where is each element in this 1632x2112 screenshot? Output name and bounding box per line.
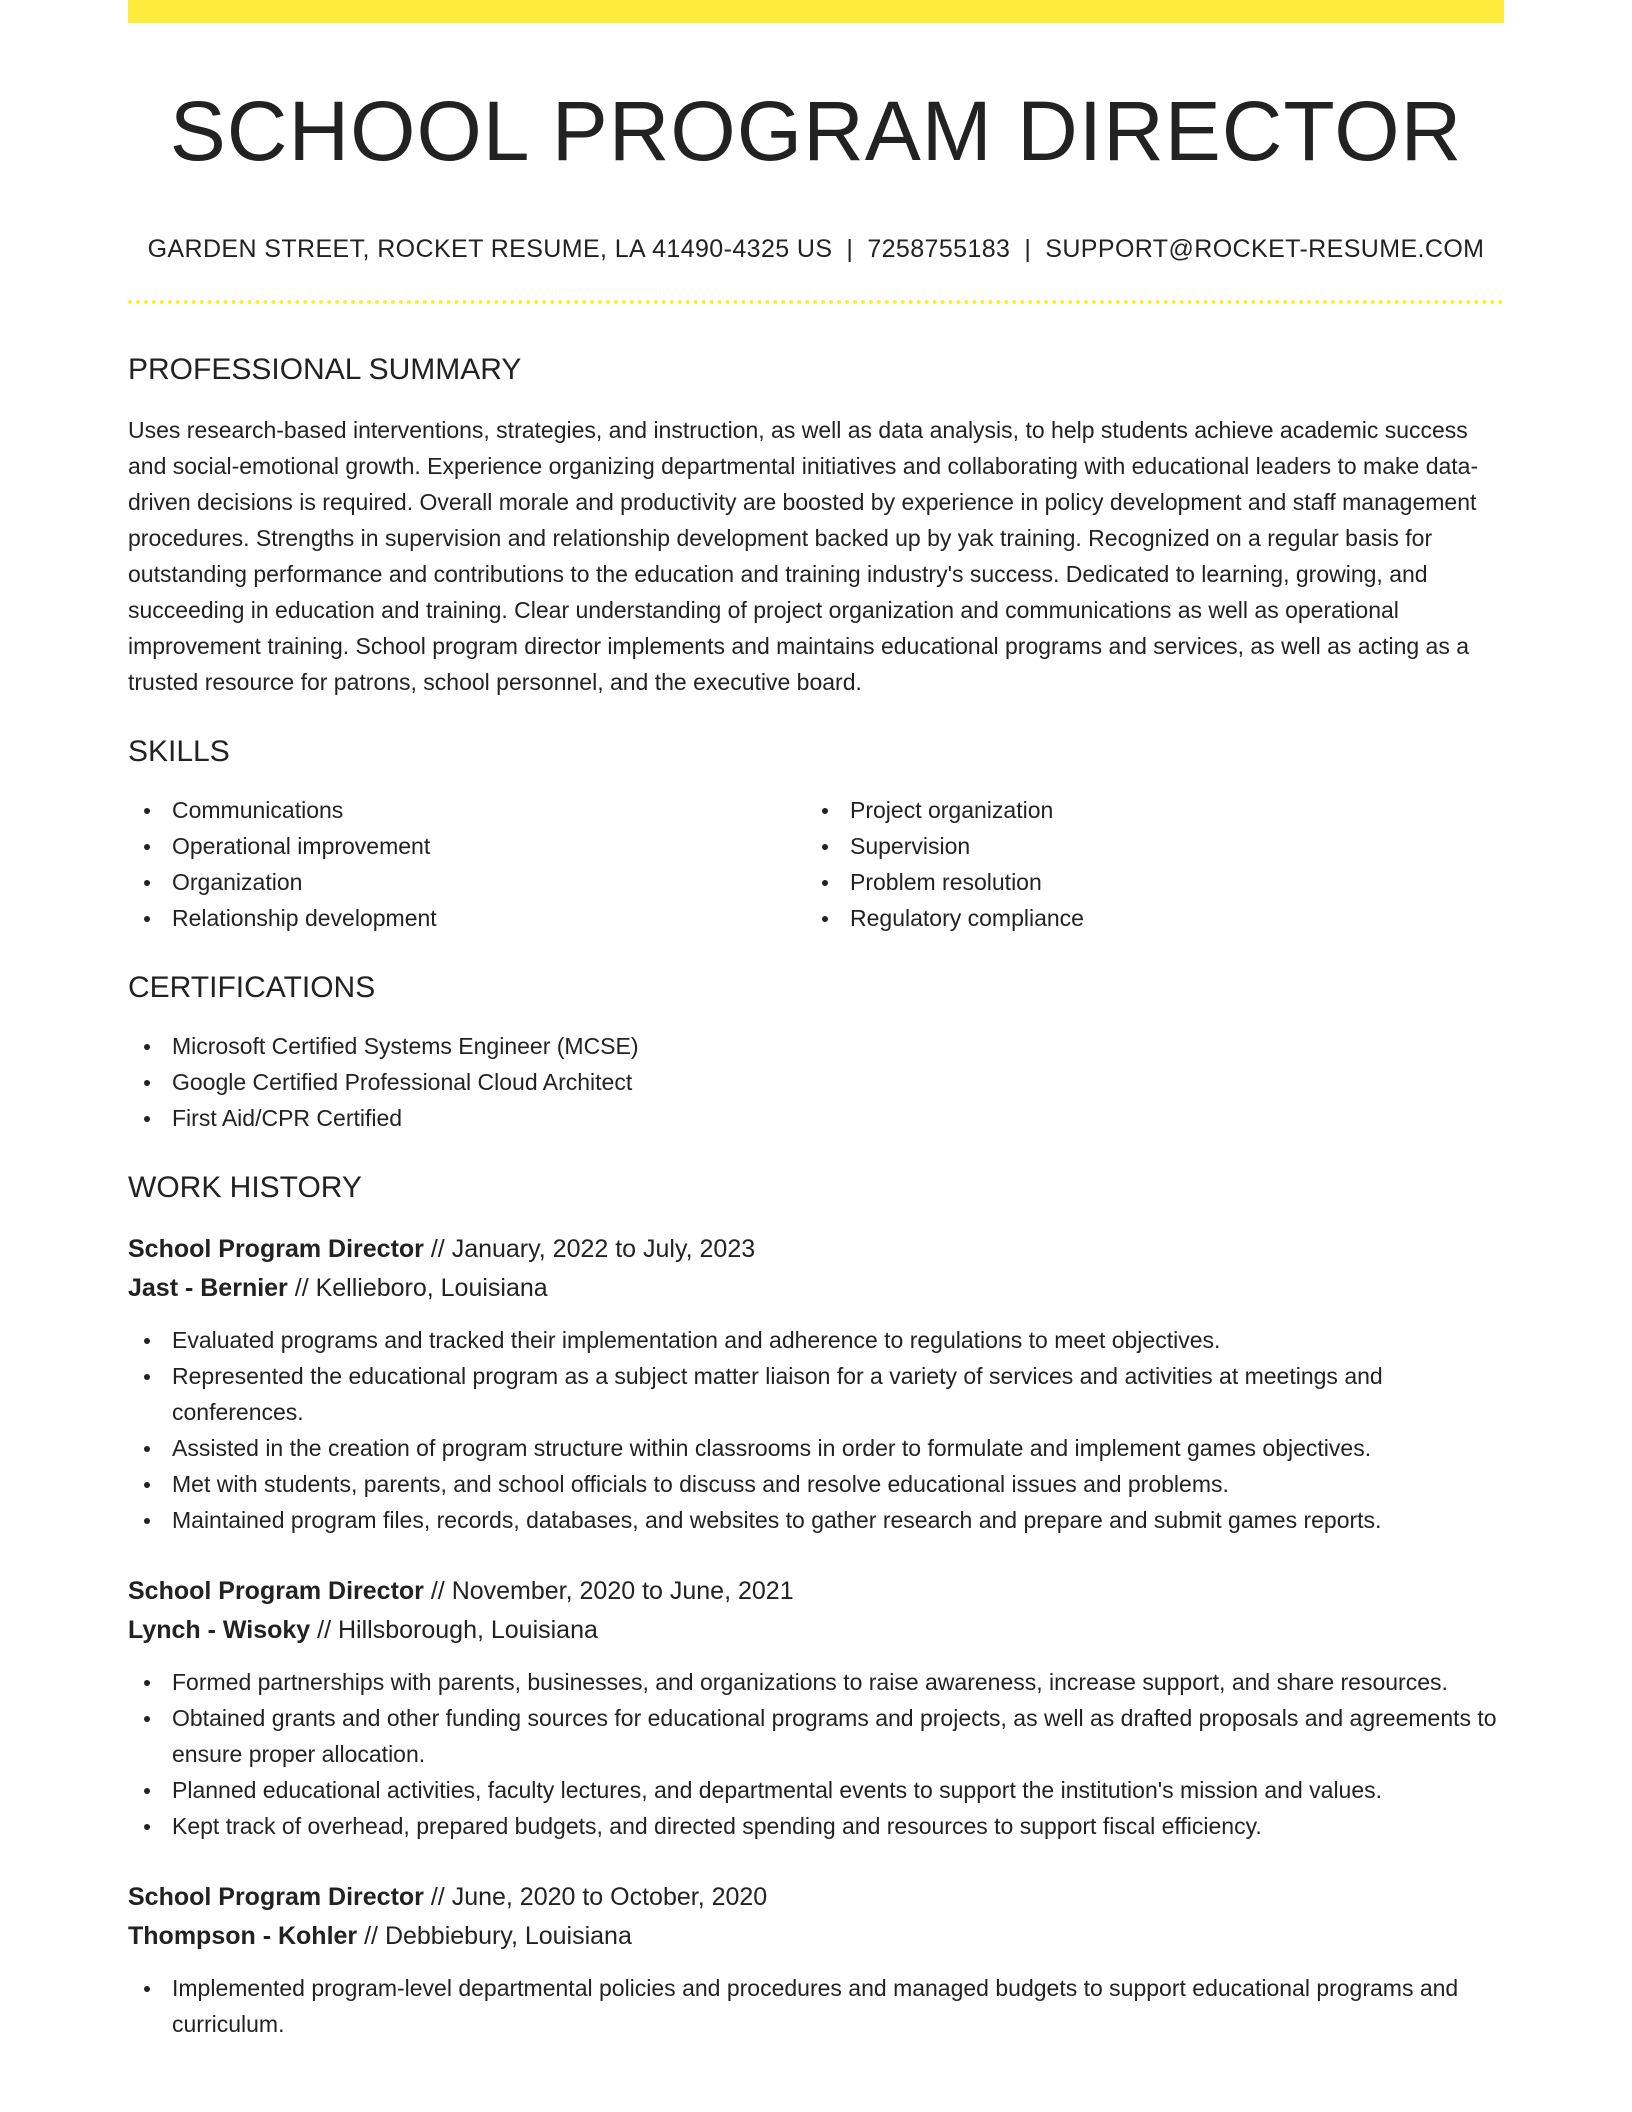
job-bullet: Obtained grants and other funding sources for educational programs and projects, as well as drafted proposals and agreements to ensure proper allocation. — [128, 1700, 1504, 1772]
job-location: // Hillsborough, Louisiana — [310, 1616, 598, 1645]
job-bullets — [128, 1970, 1504, 2042]
job-title: School Program Director — [128, 1577, 424, 1606]
job-bullet: Planned educational activities, faculty lectures, and departmental events to support the institution's mission and values. — [128, 1772, 1504, 1808]
job-title: School Program Director — [128, 1235, 424, 1264]
resume-title: SCHOOL PROGRAM DIRECTOR — [169, 84, 1463, 178]
certification-item: First Aid/CPR Certified — [128, 1100, 1504, 1136]
work-history-heading: WORK HISTORY — [128, 1171, 362, 1205]
skill-item: Operational improvement — [128, 828, 806, 864]
certification-item: Microsoft Certified Systems Engineer (MCSE) — [128, 1028, 1504, 1064]
job-location: // Debbiebury, Louisiana — [357, 1922, 632, 1951]
skills-list — [128, 792, 1504, 936]
contact-separator: | — [1024, 235, 1032, 264]
contact-separator: | — [846, 235, 854, 264]
job-title: School Program Director — [128, 1883, 424, 1912]
job-title-line — [128, 1572, 1504, 1611]
job-bullet: Met with students, parents, and school officials to discuss and resolve educational issues and problems. — [128, 1466, 1504, 1502]
contact-phone: 7258755183 — [867, 235, 1011, 264]
job-company-line — [128, 1269, 1504, 1308]
job-dates: // January, 2022 to July, 2023 — [423, 1235, 756, 1264]
job-bullet: Assisted in the creation of program structure within classrooms in order to formulate and implement games objectives. — [128, 1430, 1504, 1466]
job-entry — [128, 1878, 1504, 2042]
contact-email: SUPPORT@ROCKET-RESUME.COM — [1045, 235, 1485, 264]
skill-item: Communications — [128, 792, 806, 828]
skill-item: Problem resolution — [806, 864, 1484, 900]
skills-heading: SKILLS — [128, 735, 230, 769]
contact-address: GARDEN STREET, ROCKET RESUME, LA 41490-4325 US — [147, 235, 833, 264]
job-bullet: Represented the educational program as a subject matter liaison for a variety of services and activities at meetings and conferences. — [128, 1358, 1504, 1430]
accent-top-bar — [128, 0, 1504, 23]
job-dates: // November, 2020 to June, 2021 — [423, 1577, 794, 1606]
skill-item: Supervision — [806, 828, 1484, 864]
certifications-list — [128, 1028, 1504, 1136]
skill-item: Organization — [128, 864, 806, 900]
resume-page — [128, 0, 1504, 2042]
job-bullet: Maintained program files, records, databases, and websites to gather research and prepare and submit games reports. — [128, 1502, 1504, 1538]
summary-heading: PROFESSIONAL SUMMARY — [128, 353, 522, 387]
job-title-line — [128, 1230, 1504, 1269]
job-bullet: Kept track of overhead, prepared budgets, and directed spending and resources to support fiscal efficiency. — [128, 1808, 1504, 1844]
job-entry — [128, 1572, 1504, 1844]
skill-item: Project organization — [806, 792, 1484, 828]
job-entry — [128, 1230, 1504, 1538]
job-location: // Kellieboro, Louisiana — [287, 1274, 548, 1303]
job-bullet: Evaluated programs and tracked their implementation and adherence to regulations to meet objectives. — [128, 1322, 1504, 1358]
job-company-line — [128, 1917, 1504, 1956]
skill-item: Regulatory compliance — [806, 900, 1484, 936]
job-bullet: Formed partnerships with parents, businesses, and organizations to raise awareness, increase support, and share resources. — [128, 1664, 1504, 1700]
job-title-line — [128, 1878, 1504, 1917]
contact-line — [128, 235, 1504, 264]
certifications-heading: CERTIFICATIONS — [128, 971, 376, 1005]
summary-text: Uses research-based interventions, strategies, and instruction, as well as data analysis, to help students achieve academic success and social-emotional growth. Experience organizing departmental initiatives and collaborating with educational leaders to make data-driven decisions is required. Overall morale and productivity are boosted by experience in policy development and staff management procedures. Strengths in supervision and relationship development backed up by yak training. Recognized on a regular basis for outstanding performance and contributions to the education and training industry's success. Dedicated to learning, growing, and succeeding in education and training. Clear understanding of project organization and communications as well as operational improvement training. School program director implements and maintains educational programs and services, as well as acting as a trusted resource for patrons, school personnel, and the executive board. — [128, 417, 1479, 696]
job-company: Jast - Bernier — [128, 1274, 288, 1303]
job-dates: // June, 2020 to October, 2020 — [423, 1883, 768, 1912]
job-company: Thompson - Kohler — [128, 1922, 358, 1951]
job-bullet: Implemented program-level departmental policies and procedures and managed budgets to support educational programs and curriculum. — [128, 1970, 1504, 2042]
dotted-divider — [128, 300, 1504, 304]
job-bullets — [128, 1322, 1504, 1538]
skill-item: Relationship development — [128, 900, 806, 936]
job-company-line — [128, 1611, 1504, 1650]
job-company: Lynch - Wisoky — [128, 1616, 311, 1645]
job-bullets — [128, 1664, 1504, 1844]
certification-item: Google Certified Professional Cloud Architect — [128, 1064, 1504, 1100]
